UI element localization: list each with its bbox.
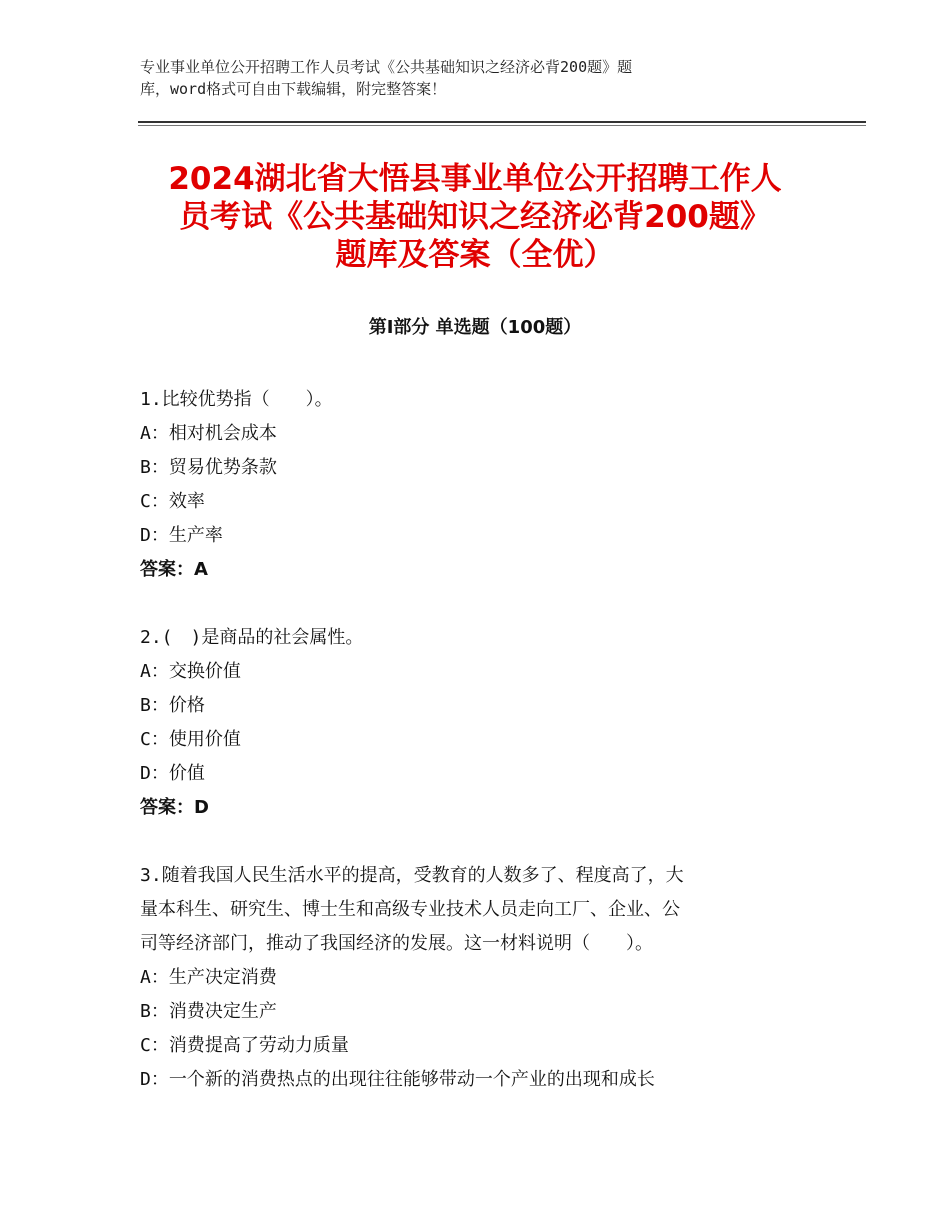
option-d: D：价值: [140, 763, 205, 784]
section-heading: 第Ⅰ部分 单选题（100题）: [368, 317, 582, 338]
option-a: A：生产决定消费: [140, 967, 277, 988]
option-b: B：贸易优势条款: [140, 457, 277, 478]
option-b: B：价格: [140, 695, 205, 716]
header-divider: [138, 121, 866, 123]
option-c: C：效率: [140, 491, 205, 512]
question-list: [140, 383, 800, 1131]
answer-line: 答案：A: [140, 559, 208, 580]
title-line: 2024湖北省大悟县事业单位公开招聘工作人: [168, 161, 782, 197]
option-a: A：交换价值: [140, 661, 241, 682]
question-block: [140, 621, 800, 825]
question-stem: 1.比较优势指（ ）。: [140, 389, 333, 410]
header-divider-thin: [138, 125, 866, 126]
header-note-line: 库，word格式可自由下载编辑，附完整答案！: [140, 80, 447, 98]
title-line: 员考试《公共基础知识之经济必背200题》: [179, 199, 771, 235]
option-c: C：使用价值: [140, 729, 241, 750]
header-note: [140, 56, 780, 100]
header-note-line: 专业事业单位公开招聘工作人员考试《公共基础知识之经济必背200题》题: [140, 58, 633, 76]
option-d: D：生产率: [140, 525, 223, 546]
answer-line: 答案：D: [140, 797, 209, 818]
document-title: [110, 160, 840, 274]
question-block: [140, 383, 800, 587]
question-stem: 2.( )是商品的社会属性。: [140, 627, 364, 648]
option-d: D：一个新的消费热点的出现往往能够带动一个产业的出现和成长: [140, 1069, 655, 1090]
option-a: A：相对机会成本: [140, 423, 277, 444]
option-c: C：消费提高了劳动力质量: [140, 1035, 349, 1056]
title-line: 题库及答案（全优）: [335, 237, 615, 273]
option-b: B：消费决定生产: [140, 1001, 277, 1022]
question-stem: 量本科生、研究生、博士生和高级专业技术人员走向工厂、企业、公: [140, 899, 680, 920]
question-stem: 3.随着我国人民生活水平的提高，受教育的人数多了、程度高了，大: [140, 865, 684, 886]
question-block: [140, 859, 800, 1097]
question-stem: 司等经济部门，推动了我国经济的发展。这一材料说明（ ）。: [140, 933, 653, 954]
